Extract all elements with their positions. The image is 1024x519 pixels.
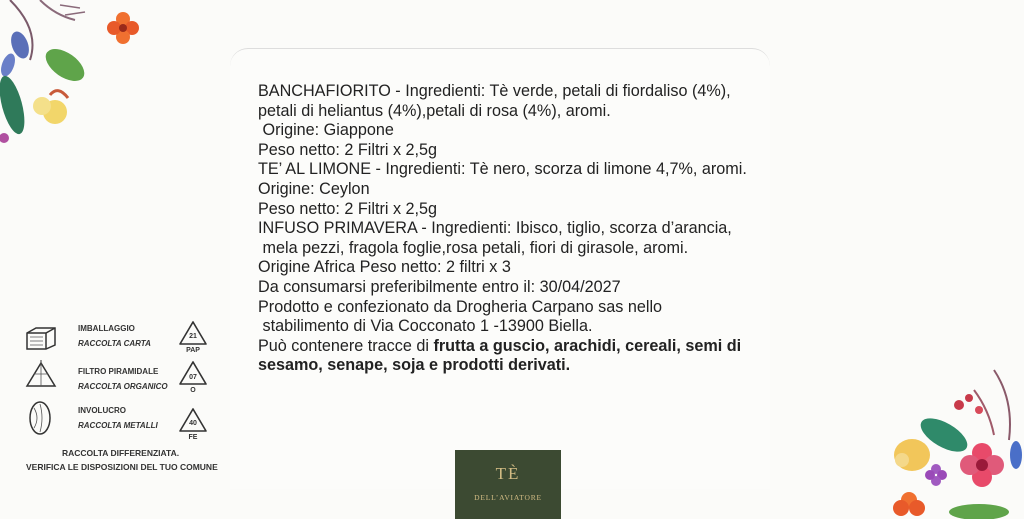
text-line: Peso netto: 2 Filtri x 2,5g <box>258 140 438 159</box>
allergen-line-1 <box>258 337 778 357</box>
brand-name-line-1: TÈ <box>495 464 521 483</box>
text-line: Origine: Giappone <box>258 121 394 140</box>
text-line: Origine: Ceylon <box>258 179 370 198</box>
text-line: mela pezzi, fragola foglie,rosa petali, fiori di girasole, aromi. <box>258 238 689 257</box>
text-line: Da consumarsi preferibilmente entro il: 30/04/2027 <box>258 277 621 296</box>
floral-decoration-bottom-right <box>884 360 1024 519</box>
wrapper-icon <box>28 400 52 441</box>
recycle-item-name: FILTRO PIRAMIDALE <box>78 367 159 376</box>
allergen-prefix: Può contenere tracce di <box>258 336 434 355</box>
recycling-section <box>0 0 230 519</box>
brand-logo-box <box>455 450 561 519</box>
text-line: petali di heliantus (4%),petali di rosa (4%), aromi. <box>258 101 611 120</box>
recycle-item-name: INVOLUCRO <box>78 406 126 415</box>
ingredients-text-block <box>258 82 778 376</box>
recycle-number: 21 <box>189 333 197 340</box>
pyramid-filter-icon <box>24 360 58 395</box>
text-line: Origine Africa Peso netto: 2 filtri x 3 <box>258 258 511 277</box>
material-code: FE <box>188 434 198 441</box>
recycle-item-collection: RACCOLTA METALLI <box>78 421 158 430</box>
allergen-list-part-1: frutta a guscio, arachidi, cereali, semi di <box>433 336 742 355</box>
material-code: PAP <box>186 347 200 354</box>
text-line: INFUSO PRIMAVERA - Ingredienti: Ibisco, tiglio, scorza d’arancia, <box>258 219 732 238</box>
text-line: Prodotto e confezionato da Drogheria Carpano sas nello <box>258 297 663 316</box>
text-line: Peso netto: 2 Filtri x 2,5g <box>258 199 438 218</box>
recycle-number: 40 <box>189 420 197 427</box>
box-icon <box>24 325 58 356</box>
allergen-list-part-2: sesamo, senape, soja e prodotti derivati. <box>258 356 571 375</box>
recycling-footer-title: RACCOLTA DIFFERENZIATA. <box>62 448 180 458</box>
recycle-number: 07 <box>189 374 197 381</box>
recycle-item-collection: RACCOLTA CARTA <box>78 339 151 348</box>
material-code: O <box>190 387 196 394</box>
text-line: TE’ AL LIMONE - Ingredienti: Tè nero, scorza di limone 4,7%, aromi. <box>258 160 747 179</box>
recycling-footer-note: VERIFICA LE DISPOSIZIONI DEL TUO COMUNE <box>26 462 218 472</box>
text-line: BANCHAFIORITO - Ingredienti: Tè verde, petali di fiordaliso (4%), <box>258 82 731 100</box>
text-line: stabilimento di Via Cocconato 1 -13900 Biella. <box>258 317 593 336</box>
allergen-line-2 <box>258 356 778 376</box>
recycle-item-name: IMBALLAGGIO <box>78 324 135 333</box>
recycle-item-collection: RACCOLTA ORGANICO <box>78 382 168 391</box>
brand-name-line-2: DELL’AVIATORE <box>474 493 542 502</box>
